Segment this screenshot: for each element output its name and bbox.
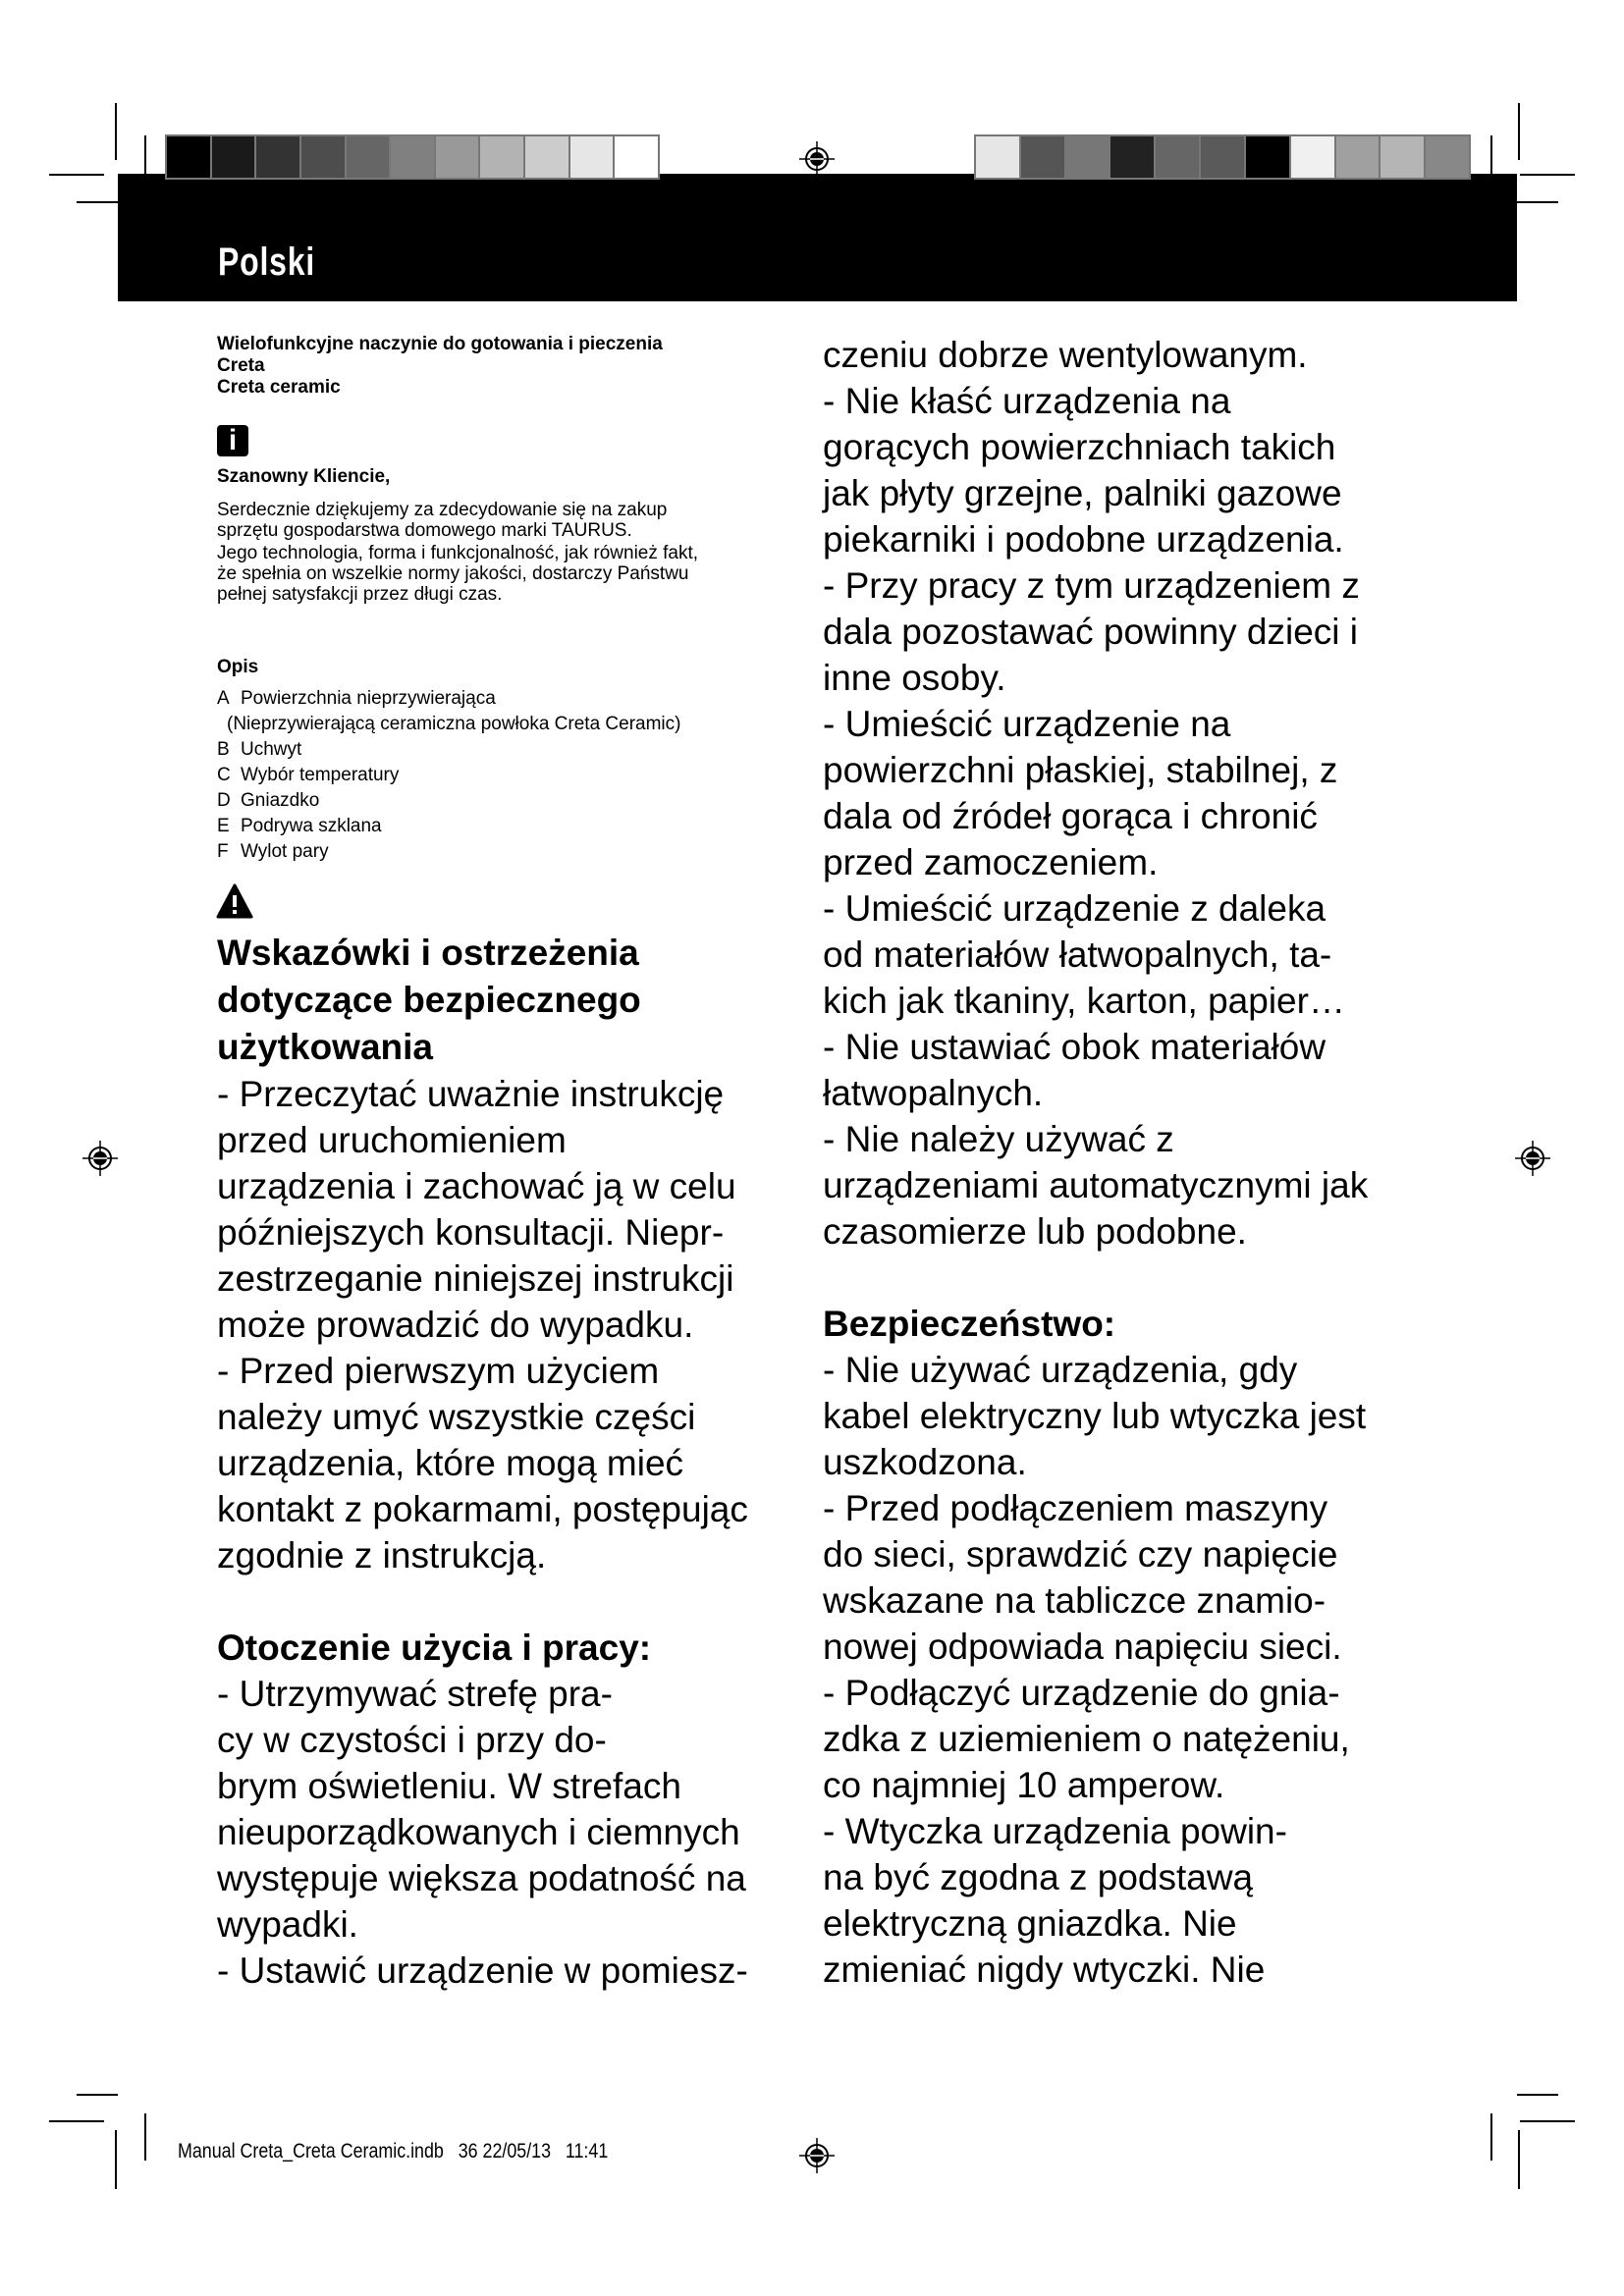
greeting: Szanowny Kliencie, xyxy=(217,466,391,487)
body-line: inne osoby. xyxy=(823,658,1006,698)
color-swatch xyxy=(256,136,301,178)
crop-mark xyxy=(77,2094,118,2096)
parts-list-item xyxy=(217,814,680,839)
color-swatch xyxy=(615,136,658,178)
crop-mark xyxy=(49,174,104,176)
body-line: - Nie ustawiać obok materiałów xyxy=(823,1027,1326,1067)
description-title: Opis xyxy=(217,657,259,677)
color-swatch xyxy=(212,136,257,178)
crop-mark xyxy=(77,201,118,203)
language-header-band xyxy=(118,174,1517,301)
color-swatch xyxy=(167,136,212,178)
color-swatch xyxy=(1021,136,1066,178)
part-letter: D xyxy=(217,790,231,811)
body-line: - Nie należy używać z xyxy=(823,1119,1174,1159)
body-line: czeniu dobrze wentylowanym. xyxy=(823,335,1308,375)
color-calibration-bar-right xyxy=(974,134,1471,180)
body-line: - Nie używać urządzenia, gdy xyxy=(823,1350,1298,1390)
product-title xyxy=(217,334,663,399)
crop-mark xyxy=(49,2120,104,2122)
part-label: Gniazdko xyxy=(241,790,320,811)
crop-mark xyxy=(1490,2113,1492,2161)
part-letter: E xyxy=(217,816,230,836)
print-footer-slug: Manual Creta_Creta Ceramic.indb 36 22/05/13 11:41 xyxy=(178,2140,609,2163)
crop-mark xyxy=(1517,201,1558,203)
body-line: późniejszych konsultacji. Niepr- xyxy=(217,1212,725,1253)
body-line: wypadki. xyxy=(217,1904,358,1945)
section-heading-line: dotyczące bezpiecznego xyxy=(217,980,641,1020)
registration-mark-icon xyxy=(797,139,837,179)
part-letter: A xyxy=(217,688,230,709)
part-letter: C xyxy=(217,765,231,785)
registration-mark-icon xyxy=(797,2136,837,2175)
spacer xyxy=(823,1255,1368,1301)
body-line: - Utrzymywać strefę pra- xyxy=(217,1674,613,1714)
paragraph-line: pełnej satysfakcji przez długi czas. xyxy=(217,584,503,605)
info-icon: i xyxy=(217,425,248,456)
body-line: urządzenia i zachować ją w celu xyxy=(217,1166,736,1206)
color-swatch xyxy=(436,136,481,178)
paragraph-line: Jego technologia, forma i funkcjonalność, jak również fakt, xyxy=(217,543,699,563)
color-swatch xyxy=(1246,136,1291,178)
part-label: Wylot pary xyxy=(241,841,329,862)
body-line: elektryczną gniazdka. Nie xyxy=(823,1903,1237,1944)
product-title-line: Creta xyxy=(217,355,265,376)
part-letter: B xyxy=(217,739,230,760)
body-line: brym oświetleniu. W strefach xyxy=(217,1766,681,1806)
body-line: może prowadzić do wypadku. xyxy=(217,1305,694,1345)
color-swatch xyxy=(1336,136,1381,178)
part-label: Wybór temperatury xyxy=(241,765,400,785)
color-swatch xyxy=(1426,136,1469,178)
body-line: zdka z uziemieniem o natężeniu, xyxy=(823,1719,1350,1759)
registration-mark-icon xyxy=(81,1139,120,1178)
intro-paragraph xyxy=(217,500,698,605)
body-line: gorących powierzchniach takich xyxy=(823,427,1336,467)
color-swatch xyxy=(1156,136,1201,178)
body-line: - Przed podłączeniem maszyny xyxy=(823,1488,1328,1528)
section-heading-line: użytkowania xyxy=(217,1027,433,1067)
body-line: nieuporządkowanych i ciemnych xyxy=(217,1812,740,1852)
color-swatch xyxy=(570,136,616,178)
body-line: należy umyć wszystkie części xyxy=(217,1397,696,1437)
body-line: kich jak tkaniny, karton, papier… xyxy=(823,981,1345,1021)
body-line: powierzchni płaskiej, stabilnej, z xyxy=(823,750,1338,790)
body-line: kabel elektryczny lub wtyczka jest xyxy=(823,1396,1367,1436)
product-title-line: Wielofunkcyjne naczynie do gotowania i pieczenia xyxy=(217,334,663,354)
body-line: jak płyty grzejne, palniki gazowe xyxy=(823,473,1342,513)
right-column xyxy=(823,332,1368,1993)
body-line: - Przed pierwszym użyciem xyxy=(217,1351,660,1391)
product-title-line: Creta ceramic xyxy=(217,377,341,398)
color-swatch xyxy=(1291,136,1336,178)
body-line: przed uruchomieniem xyxy=(217,1120,567,1160)
spacer xyxy=(217,1578,748,1625)
body-line: wskazane na tabliczce znamio- xyxy=(823,1580,1326,1621)
body-line: - Przy pracy z tym urządzeniem z xyxy=(823,565,1360,606)
section-heading: Otoczenie użycia i pracy: xyxy=(217,1628,652,1668)
part-label: Podrywa szklana xyxy=(241,816,382,836)
paragraph-line: że spełnia on wszelkie normy jakości, dostarczy Państwu xyxy=(217,563,689,584)
crop-mark xyxy=(1520,174,1575,176)
body-line: łatwopalnych. xyxy=(823,1073,1044,1113)
part-label: (Nieprzywierającą ceramiczna powłoka Creta Ceramic) xyxy=(227,714,681,734)
body-line: - Umieścić urządzenie z daleka xyxy=(823,888,1326,929)
crop-mark xyxy=(1520,2120,1575,2122)
body-line: - Umieścić urządzenie na xyxy=(823,704,1231,744)
parts-list-item xyxy=(217,839,680,865)
color-swatch xyxy=(1110,136,1156,178)
parts-list-item xyxy=(217,788,680,814)
body-line: czasomierze lub podobne. xyxy=(823,1211,1247,1252)
body-line: - Nie kłaść urządzenia na xyxy=(823,381,1231,421)
warning-triangle-icon xyxy=(216,883,253,919)
body-line: przed zamoczeniem. xyxy=(823,842,1159,882)
crop-mark xyxy=(115,103,117,160)
color-swatch xyxy=(480,136,525,178)
left-column xyxy=(217,930,748,1994)
body-line: dala od źródeł gorąca i chronić xyxy=(823,796,1318,836)
body-line: nowej odpowiada napięciu sieci. xyxy=(823,1627,1342,1667)
color-swatch xyxy=(391,136,436,178)
crop-mark xyxy=(115,2130,117,2189)
section-heading-line: Wskazówki i ostrzeżenia xyxy=(217,933,639,973)
color-swatch xyxy=(301,136,347,178)
body-line: do sieci, sprawdzić czy napięcie xyxy=(823,1534,1338,1575)
body-line: od materiałów łatwopalnych, ta- xyxy=(823,934,1332,975)
body-line: - Przeczytać uważnie instrukcję xyxy=(217,1074,725,1114)
color-calibration-bar-left xyxy=(165,134,660,180)
body-line: zmieniać nigdy wtyczki. Nie xyxy=(823,1949,1266,1990)
body-line: - Podłączyć urządzenie do gnia- xyxy=(823,1673,1340,1713)
body-line: - Wtyczka urządzenia powin- xyxy=(823,1811,1287,1851)
color-swatch xyxy=(347,136,392,178)
parts-list-item xyxy=(217,686,680,712)
parts-list xyxy=(217,686,680,865)
body-line: występuje większa podatność na xyxy=(217,1858,746,1898)
body-line: - Ustawić urządzenie w pomiesz- xyxy=(217,1950,748,1991)
paragraph-line: Serdecznie dziękujemy za zdecydowanie się na zakup xyxy=(217,500,668,520)
parts-list-item xyxy=(217,763,680,788)
section-heading: Bezpieczeństwo: xyxy=(823,1304,1116,1344)
crop-mark xyxy=(1518,103,1520,160)
body-line: na być zgodna z podstawą xyxy=(823,1857,1254,1897)
crop-mark xyxy=(1517,2094,1558,2096)
body-line: zestrzeganie niniejszej instrukcji xyxy=(217,1258,734,1299)
part-label: Powierzchnia nieprzywierająca xyxy=(241,688,496,709)
part-letter: F xyxy=(217,841,229,862)
color-swatch xyxy=(1201,136,1246,178)
parts-list-item xyxy=(217,712,680,737)
body-line: co najmniej 10 amperow. xyxy=(823,1765,1225,1805)
body-line: piekarniki i podobne urządzenia. xyxy=(823,519,1344,560)
body-line: uszkodzona. xyxy=(823,1442,1027,1482)
part-label: Uchwyt xyxy=(241,739,302,760)
color-swatch xyxy=(525,136,570,178)
body-line: cy w czystości i przy do- xyxy=(217,1720,607,1760)
body-line: urządzeniami automatycznymi jak xyxy=(823,1165,1369,1205)
body-line: urządzenia, które mogą mieć xyxy=(217,1443,684,1483)
color-swatch xyxy=(1380,136,1426,178)
color-swatch xyxy=(1066,136,1111,178)
parts-list-item xyxy=(217,737,680,763)
crop-mark xyxy=(144,2113,146,2161)
paragraph-line: sprzętu gospodarstwa domowego marki TAURUS. xyxy=(217,520,632,541)
body-line: dala pozostawać powinny dzieci i xyxy=(823,612,1359,652)
body-line: zgodnie z instrukcją. xyxy=(217,1535,547,1575)
color-swatch xyxy=(976,136,1021,178)
registration-mark-icon xyxy=(1513,1139,1552,1178)
crop-mark xyxy=(1518,2130,1520,2189)
body-line: kontakt z pokarmami, postępując xyxy=(217,1489,748,1529)
language-title: Polski xyxy=(218,240,316,284)
